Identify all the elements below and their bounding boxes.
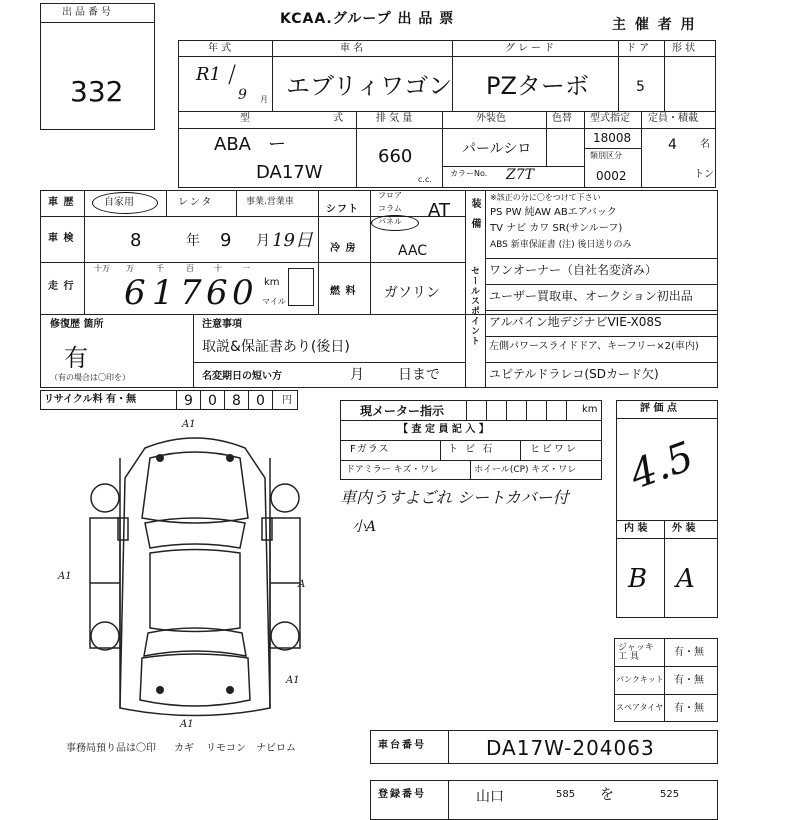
interior-label: 内 装 (624, 523, 648, 534)
inspection-day: 19日 (272, 230, 313, 251)
meter-unit: km (582, 404, 598, 415)
car-body-outline (120, 438, 270, 716)
jack-yesno: 有・無 (674, 647, 704, 658)
selling-point-1: ワンオーナー（自社名変済み） (489, 263, 658, 277)
mile-label: マイル (262, 297, 286, 306)
name-change-month: 月 (350, 367, 364, 383)
meter-label: 現メーター指示 (360, 404, 445, 418)
shift-panel-circle (371, 215, 419, 231)
damage-mark-right: A (298, 579, 306, 590)
evaluation-label: 評 価 点 (640, 403, 677, 414)
damage-mark-rear: A1 (180, 719, 194, 730)
year-label: 年 式 (208, 43, 232, 54)
recycle-digit-2: 0 (208, 393, 217, 409)
equip-line-3: ABS 新車保証書 (注) 後日送りのみ (490, 240, 632, 250)
evaluation-score: 4.5 (624, 433, 700, 499)
model-label: 型 式 (240, 113, 384, 124)
crack-label: ヒビワレ (530, 444, 578, 455)
displacement-unit: c.c. (418, 175, 432, 184)
puncture-yesno: 有・無 (674, 675, 704, 686)
color-no: Z7T (506, 167, 534, 183)
mileage-label: 走 行 (48, 281, 75, 292)
key-label: カギ (174, 743, 194, 754)
km-label: km (264, 277, 280, 288)
selling-point-5: ユピテルドラレコ(SDカード欠) (489, 367, 659, 381)
year-month-unit: 月 (260, 95, 268, 104)
damage-mark-left: A1 (58, 571, 72, 582)
selling-point-3: アルパイン地デジナビVIE-X08S (489, 315, 662, 329)
ac-value: AAC (398, 243, 428, 259)
capacity: 4 (668, 137, 677, 153)
ac-label: 冷 房 (330, 243, 357, 254)
car-damage-diagram (60, 418, 330, 738)
chassis-number: DA17W-204063 (486, 736, 655, 760)
lot-number: 332 (70, 75, 124, 108)
car-hood (142, 452, 248, 523)
shift-label: シフト (326, 204, 359, 215)
capacity-label: 定員・積載 (648, 113, 698, 124)
recycle-label: リサイクル料 有・無 (44, 394, 137, 405)
registration-box (370, 780, 718, 820)
navi-label: ナビロム (256, 743, 296, 754)
shift-value: AT (428, 200, 450, 221)
form-title: KCAA.グループ 出 品 票 (280, 11, 455, 27)
mileage-digit-2: 1 (152, 273, 174, 313)
spare-yesno: 有・無 (674, 703, 704, 714)
inspector-label: 【 査 定 員 記 入 】 (398, 424, 489, 435)
chip-label: ト ビ 石 (448, 444, 495, 455)
mileage-scale-4: 百 (186, 264, 194, 273)
exterior-grade: A (676, 564, 695, 594)
lot-number-label: 出品番号 (62, 7, 114, 18)
registration-number: 525 (660, 789, 680, 800)
body-shape-label: 形 状 (672, 43, 696, 54)
recycle-unit: 円 (282, 395, 292, 406)
organizer-label: 主 催 者 用 (612, 17, 697, 33)
repair-note: （有の場合は〇印を） (50, 373, 130, 382)
inspection-month-unit: 月 (256, 233, 270, 249)
exterior-color: パールシロ (462, 141, 532, 157)
registration-class: 585 (556, 789, 576, 800)
inspection-year: 8 (130, 230, 142, 251)
equip-note: ※該正の分に〇をつけて下さい (490, 193, 601, 202)
private-use-circle (92, 192, 158, 214)
type-designation: 18008 (593, 131, 632, 145)
color-change-label: 色替 (552, 113, 572, 124)
mileage-unit-box (288, 268, 314, 306)
load-unit: トン (694, 169, 714, 180)
category: 0002 (596, 169, 627, 183)
chassis-label: 車台番号 (378, 740, 426, 751)
shift-floor: フロア (378, 191, 402, 200)
car-name: エブリィワゴン (286, 72, 453, 100)
recycle-digit-4: 0 (256, 393, 265, 409)
inspection-year-unit: 年 (186, 233, 200, 249)
year-separator: / (228, 60, 237, 88)
wheel-rear-left (91, 622, 119, 650)
glass-label: Fガラス (350, 444, 390, 455)
registration-label: 登録番号 (378, 789, 426, 800)
category-label: 類別区分 (590, 151, 622, 160)
mileage-digit-5: 0 (232, 273, 254, 313)
shift-column: コラム (378, 204, 402, 213)
rental: レンタ (178, 197, 214, 208)
wheel-front-left (91, 484, 119, 512)
model-dash: ー (268, 134, 286, 155)
type-designation-label: 型式指定 (590, 113, 630, 124)
equip-label: 装備 (469, 198, 480, 238)
caution-value: 取説&保証書あり(後日) (202, 339, 350, 355)
shift-panel: パネル (378, 217, 402, 226)
selling-points-label: セールスポイント (469, 266, 479, 346)
jack-label: ジャッキ工 具 (618, 643, 654, 662)
repair-value: 有 (64, 344, 88, 372)
inspection-month: 9 (220, 230, 232, 251)
remote-label: リモコン (206, 743, 246, 754)
displacement: 660 (378, 146, 413, 167)
mileage-scale-2: 万 (126, 264, 134, 273)
damage-mark-rear-right: A1 (286, 675, 300, 686)
mileage-scale-3: 千 (156, 264, 164, 273)
car-rear (140, 654, 250, 706)
mileage-scale-5: 十 (214, 264, 222, 273)
damage-mark-front: A1 (182, 419, 196, 430)
fuel-label: 燃 料 (330, 286, 357, 297)
car-roof (150, 550, 240, 632)
registration-place: 山口 (476, 789, 504, 805)
model-prefix: ABA (214, 134, 251, 155)
selling-point-2: ユーザー買取車、オークション初出品 (489, 289, 693, 303)
recycle-digit-1: 9 (184, 393, 193, 409)
caution-label: 注意事項 (202, 319, 242, 330)
year-era: R1 (196, 64, 222, 85)
grade-label: グレード (505, 43, 557, 54)
recycle-digit-3: 8 (232, 393, 241, 409)
mileage-scale-1: 十万 (94, 264, 110, 273)
name-change-day: 日まで (398, 367, 440, 383)
repair-label: 修復歴 箇所 (50, 319, 104, 330)
wheel-rear-right (271, 622, 299, 650)
wheel-front-right (271, 484, 299, 512)
spare-label: スペアタイヤ (616, 703, 664, 712)
doors: 5 (636, 79, 645, 95)
mileage-digit-3: 7 (180, 273, 202, 313)
handwritten-note-2: 小A (352, 519, 377, 535)
private-use: 自家用 (104, 197, 134, 208)
mirror-label: ドアミラー キズ・ワレ (346, 465, 439, 475)
grade: PZターボ (486, 72, 589, 100)
wheel-label: ホイール(CP) キズ・ワレ (474, 465, 577, 475)
business-use: 事業.営業車 (246, 197, 294, 207)
office-note: 事務局預り品は〇印 (66, 743, 156, 754)
equip-line-1: PS PW 純AW ABエアバック (490, 207, 617, 218)
mileage-scale-6: 一 (242, 264, 250, 273)
mileage-digit-1: 6 (124, 273, 146, 313)
puncture-label: パンクキット (616, 675, 664, 684)
name-change-label: 名変期日の短い方 (202, 371, 282, 382)
color-no-label: カラーNo. (450, 169, 488, 178)
history-label: 車 歴 (48, 197, 75, 208)
displacement-label: 排 気 量 (376, 113, 413, 124)
registration-kana: を (600, 787, 614, 803)
doors-label: ド ア (626, 43, 650, 54)
exterior-label: 外 装 (672, 523, 696, 534)
fuel-value: ガソリン (384, 285, 440, 301)
handwritten-note-1: 車内うすよごれ シートカバー付 (340, 488, 569, 507)
inspection-label: 車 検 (48, 233, 75, 244)
year-month: 9 (238, 87, 247, 103)
mileage-digit-4: 6 (206, 273, 228, 313)
equip-line-2: TV ナビ カワ SR(サンルーフ) (490, 223, 623, 234)
car-name-label: 車 名 (340, 43, 364, 54)
capacity-unit: 名 (700, 139, 710, 150)
selling-point-4: 左側パワースライドドア、キーフリー×2(車内) (489, 341, 699, 352)
exterior-color-label: 外装色 (476, 113, 506, 124)
model-code: DA17W (256, 162, 323, 183)
interior-grade: B (628, 564, 648, 594)
